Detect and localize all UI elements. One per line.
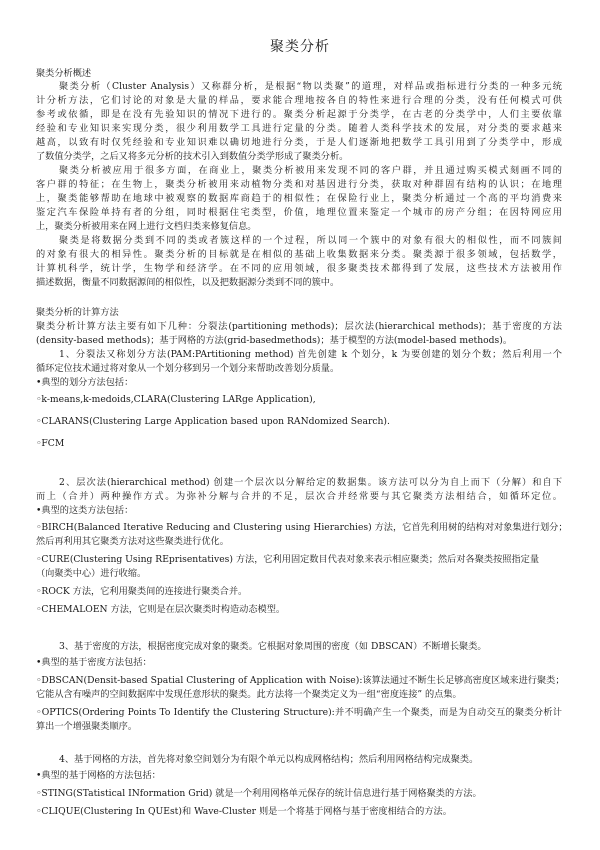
paragraph-line: 聚类分析计算方法主要有如下几种：分裂法(partitioning methods)；层次法(hierarchical methods)；基于密度的方法	[36, 321, 562, 332]
page-title: 聚类分析	[270, 39, 330, 55]
paragraph-line: 上，聚类能够帮助在地球中被观察的数据库商趋于的相似性；在保险行业上，聚类分析通过一个高的平均消费来	[36, 193, 562, 204]
method-3-item: 算出一个增强聚类顺序。	[36, 721, 138, 732]
section-heading-overview: 聚类分析概述	[36, 68, 92, 79]
paragraph-line: 参考或依循，即是在没有先验知识的情况下进行的。聚类分析起源于分类学，在古老的分类学中，人们主要依靠	[36, 109, 562, 120]
paragraph-line: 越高，以致有时仅凭经验和专业知识难以确切地进行分类，于是人们逐渐地把数学工具引用到了分类学中，形成	[36, 137, 562, 148]
section-heading-methods: 聚类分析的计算方法	[36, 307, 119, 318]
paragraph-line: 客户群的特征；在生物上，聚类分析被用来动植物分类和对基因进行分类，获取对种群固有结构的认识；在地理	[36, 179, 562, 190]
paragraph-line: 计算机科学，统计学，生物学和经济学。在不同的应用领域，很多聚类技术都得到了发展，这些技术方法被用作	[36, 263, 562, 274]
method-3-item: ◦OPTICS(Ordering Points To Identify the Clustering Structure):并不明确产生一个聚类，而是为自动交互的聚类分析计	[36, 707, 562, 718]
paragraph-line: 经验和专业知识来实现分类，很少利用数学工具进行定量的分类。随着人类科学技术的发展，对分类的要求越来	[36, 123, 562, 134]
method-2-item: ◦BIRCH(Balanced Iterative Reducing and Clustering using Hierarchies) 方法，它首先利用树的结构对对象集进行划分；	[36, 522, 568, 533]
method-3-typical: •典型的基于密度方法包括：	[36, 657, 152, 668]
paragraph-line: 聚类是将数据分类到不同的类或者簇这样的一个过程，所以同一个簇中的对象有很大的相似性，而不同簇间	[59, 235, 562, 246]
paragraph-line: 的对象有很大的相异性。聚类分析的目标就是在相似的基础上收集数据来分类。聚类源于很多领域，包括数学，	[36, 249, 562, 260]
method-3-item: 它能从含有噪声的空间数据库中发现任意形状的聚类。此方法将一个聚类定义为一组“密度连接” 的点集。	[36, 689, 462, 700]
method-3-item: ◦DBSCAN(Densit-based Spatial Clustering of Application with Noise):该算法通过不断生长足够高密度区域来进行聚类；	[36, 675, 565, 686]
method-2-text: 而上（合并）两种操作方式。为弥补分解与合并的不足，层次合并经常要与其它聚类方法相结合，如循环定位。	[36, 491, 562, 502]
method-3-text: 3、基于密度的方法，根据密度完成对象的聚类。它根据对象周围的密度（如 DBSCAN）不断增长聚类。	[59, 641, 487, 652]
method-1-text: 循环定位技术通过将对象从一个划分移到另一个划分来帮助改善划分质量。	[36, 363, 340, 374]
method-1-typical: •典型的划分方法包括：	[36, 377, 134, 388]
paragraph-line: 聚类分析（Cluster Analysis）又称群分析，是根据“物以类聚”的道理，对样品或指标进行分类的一种多元统	[59, 81, 562, 92]
method-2-item: 然后再利用其它聚类方法对这些聚类进行优化。	[36, 536, 229, 547]
paragraph-line: (density-based methods)；基于网格的方法(grid-basedmethods)；基于模型的方法(model-based methods)。	[36, 335, 513, 346]
paragraph-line: 了数值分类学，之后又将多元分析的技术引入到数值分类学形成了聚类分析。	[36, 151, 349, 162]
method-4-item: ◦STING(STatistical INformation Grid) 就是一个利用网格单元保存的统计信息进行基于网格聚类的方法。	[36, 788, 482, 799]
paragraph-line: 上，聚类分析被用来在网上进行文档归类来修复信息。	[36, 221, 257, 232]
paragraph-line: 计分析方法，它们讨论的对象是大量的样品，要求能合理地按各自的特性来进行合理的分类，没有任何模式可供	[36, 95, 562, 106]
method-1-text: 1、分裂法又称划分方法(PAM:PArtitioning method) 首先创建 k 个划分，k 为要创建的划分个数；然后利用一个	[59, 349, 562, 360]
method-4-text: 4、基于网格的方法，首先将对象空间划分为有限个单元以构成网格结构；然后利用网格结构完成聚类。	[59, 754, 479, 765]
method-1-item: ◦CLARANS(Clustering Large Application based upon RANdomized Search).	[36, 416, 390, 427]
method-2-typical: •典型的这类方法包括：	[36, 505, 134, 516]
paragraph-line: 描述数据，衡量不同数据源间的相似性，以及把数据源分类到不同的簇中。	[36, 277, 340, 288]
method-1-item: ◦FCM	[36, 438, 65, 449]
method-4-item: ◦CLIQUE(Clustering In QUEst)和 Wave-Cluster 则是一个将基于网格与基于密度相结合的方法。	[36, 806, 452, 817]
paragraph-line: 聚类分析被应用于很多方面，在商业上，聚类分析被用来发现不同的客户群，并且通过购买模式刻画不同的	[59, 165, 562, 176]
method-2-item: ◦CHEMALOEN 方法，它则是在层次聚类时构造动态模型。	[36, 604, 286, 615]
method-2-item: （向聚类中心）进行收缩。	[36, 568, 147, 579]
method-2-item: ◦CURE(Clustering Using REprisentatives) 方法，它利用固定数目代表对象来表示相应聚类；然后对各聚类按照指定量	[36, 554, 540, 565]
paragraph-line: 鉴定汽车保险单持有者的分组，同时根据住宅类型，价值，地理位置来鉴定一个城市的房产分组；在因特网应用	[36, 207, 562, 218]
method-1-item: ◦k-means,k-medoids,CLARA(Clustering LARge Application),	[36, 394, 316, 405]
method-4-typical: •典型的基于网格的方法包括：	[36, 770, 161, 781]
method-2-item: ◦ROCK 方法，它利用聚类间的连接进行聚类合并。	[36, 586, 248, 597]
method-2-text: 2、层次法(hierarchical method) 创建一个层次以分解给定的数据集。该方法可以分为自上而下（分解）和自下	[59, 477, 562, 488]
